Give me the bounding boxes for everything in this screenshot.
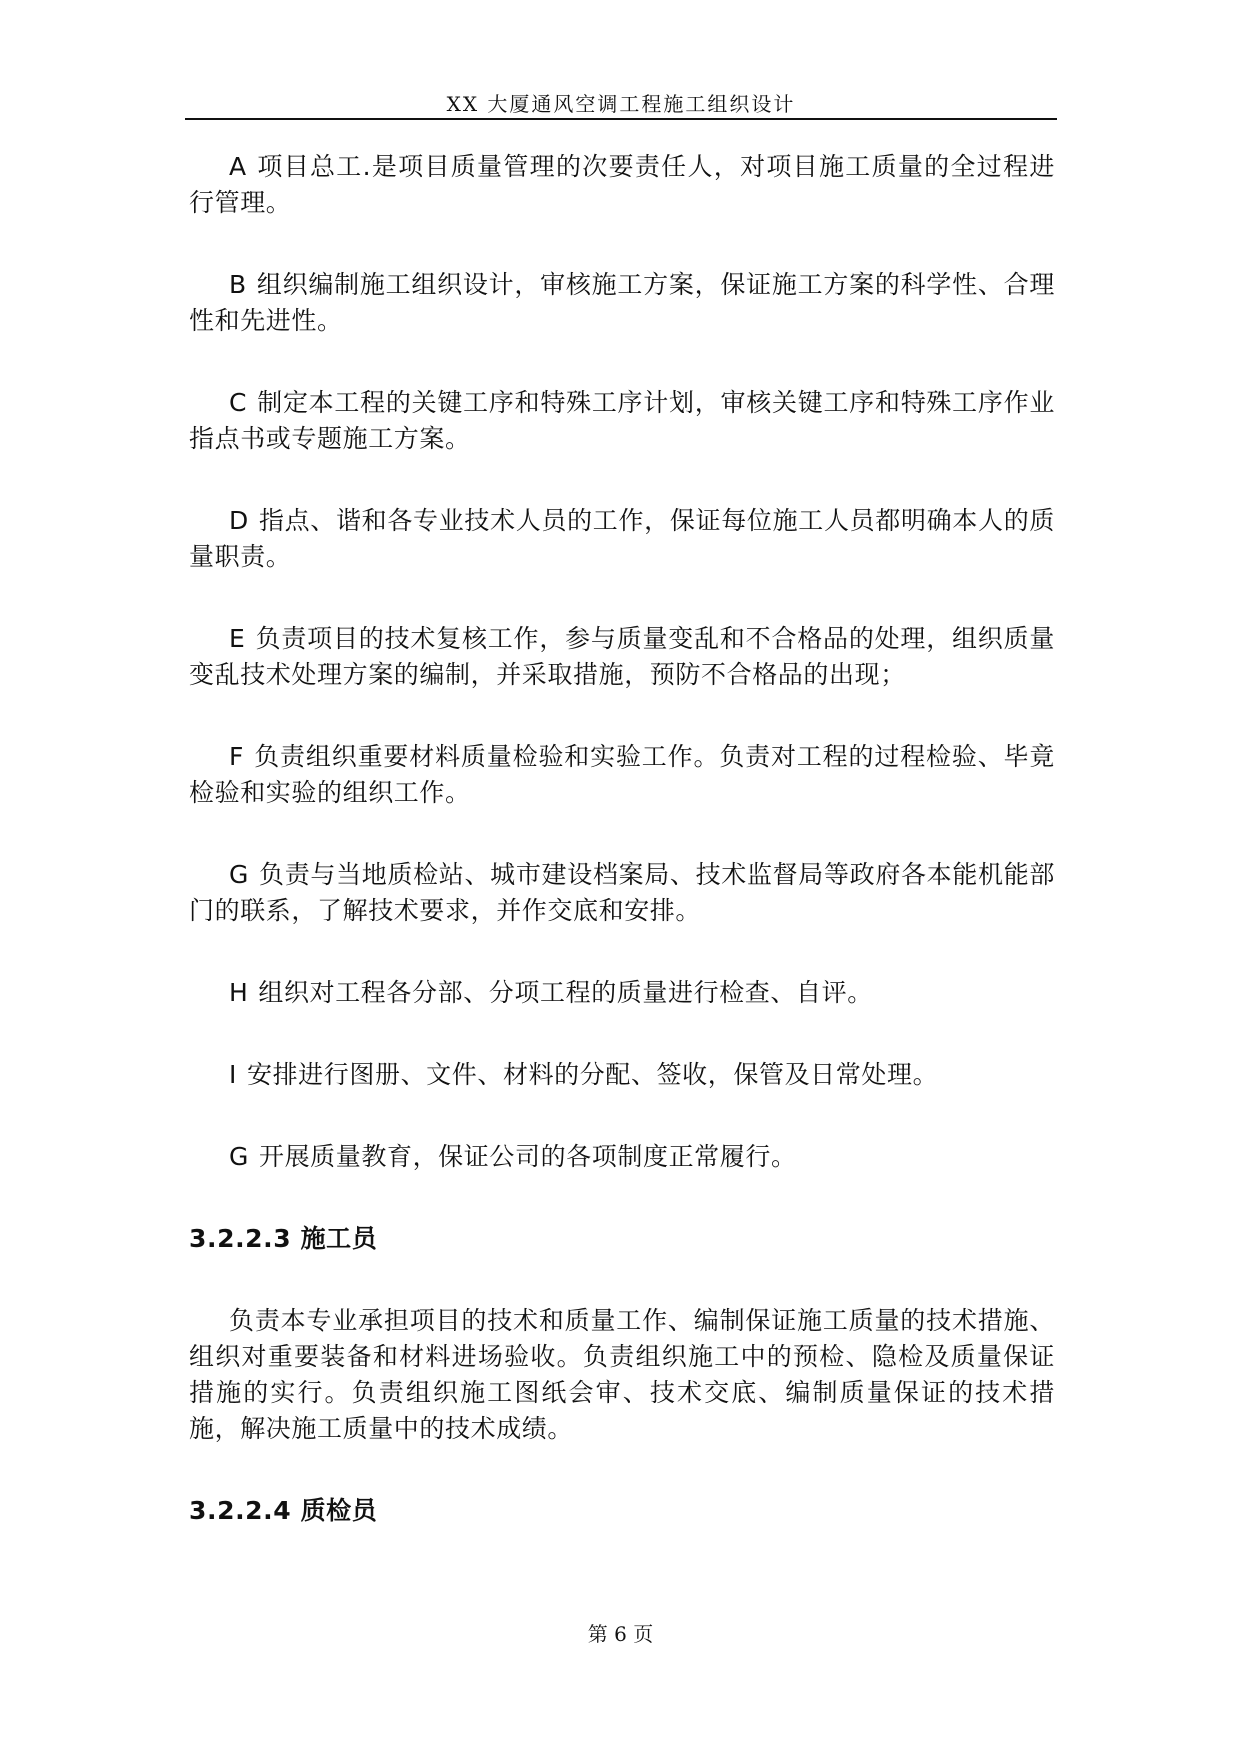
item-text: 指点、谐和各专业技术人员的工作，保证每位施工人员都明确本人的质量职责。 [189, 506, 1055, 571]
list-item-g [189, 857, 1055, 929]
item-letter: A [229, 152, 247, 181]
item-text: 组织编制施工组织设计，审核施工方案，保证施工方案的科学性、合理性和先进性。 [189, 270, 1055, 335]
item-text: 开展质量教育，保证公司的各项制度正常履行。 [258, 1142, 797, 1171]
item-letter: H [229, 978, 249, 1007]
header-divider [185, 118, 1057, 120]
item-text: 安排进行图册、文件、材料的分配、签收，保管及日常处理。 [246, 1060, 939, 1089]
item-text: 项目总工.是项目质量管理的次要责任人，对项目施工质量的全过程进行管理。 [189, 152, 1055, 217]
item-letter: E [229, 624, 246, 653]
item-letter: D [229, 506, 249, 535]
section-heading-construction-officer: 3.2.2.3 施工员 [189, 1224, 378, 1253]
item-text: 负责组织重要材料质量检验和实验工作。负责对工程的过程检验、毕竟检验和实验的组织工作。 [189, 742, 1055, 807]
item-letter: F [229, 742, 244, 771]
item-letter: B [229, 270, 247, 299]
item-letter: G [229, 1142, 249, 1171]
page-header-title: XX 大厦通风空调工程施工组织设计 [446, 92, 796, 116]
item-letter: I [229, 1060, 237, 1089]
item-text: 负责与当地质检站、城市建设档案局、技术监督局等政府各本能机能部门的联系，了解技术要求，并作交底和安排。 [189, 860, 1055, 925]
list-item-f [189, 739, 1055, 811]
list-item-b [189, 267, 1055, 339]
list-item-d [189, 503, 1055, 575]
item-letter: C [229, 388, 248, 417]
item-text: 负责项目的技术复核工作，参与质量变乱和不合格品的处理，组织质量变乱技术处理方案的编制，并采取措施，预防不合格品的出现； [189, 624, 1055, 689]
list-item-g2 [189, 1139, 1055, 1175]
list-item-c [189, 385, 1055, 457]
item-letter: G [229, 860, 249, 889]
list-item-e [189, 621, 1055, 693]
section-paragraph-construction-officer: 负责本专业承担项目的技术和质量工作、编制保证施工质量的技术措施、组织对重要装备和材料进场验收。负责组织施工中的预检、隐检及质量保证措施的实行。负责组织施工图纸会审、技术交底、编制质量保证的技术措施，解决施工质量中的技术成绩。 [189, 1306, 1055, 1443]
list-item-a [189, 149, 1055, 221]
item-text: 组织对工程各分部、分项工程的质量进行检查、自评。 [258, 978, 873, 1007]
page-number: 第 6 页 [587, 1622, 654, 1646]
section-heading-quality-inspector: 3.2.2.4 质检员 [189, 1496, 378, 1525]
page-body [189, 149, 1055, 1529]
list-item-i [189, 1057, 1055, 1093]
list-item-h [189, 975, 1055, 1011]
item-text: 制定本工程的关键工序和特殊工序计划，审核关键工序和特殊工序作业指点书或专题施工方案。 [189, 388, 1055, 453]
